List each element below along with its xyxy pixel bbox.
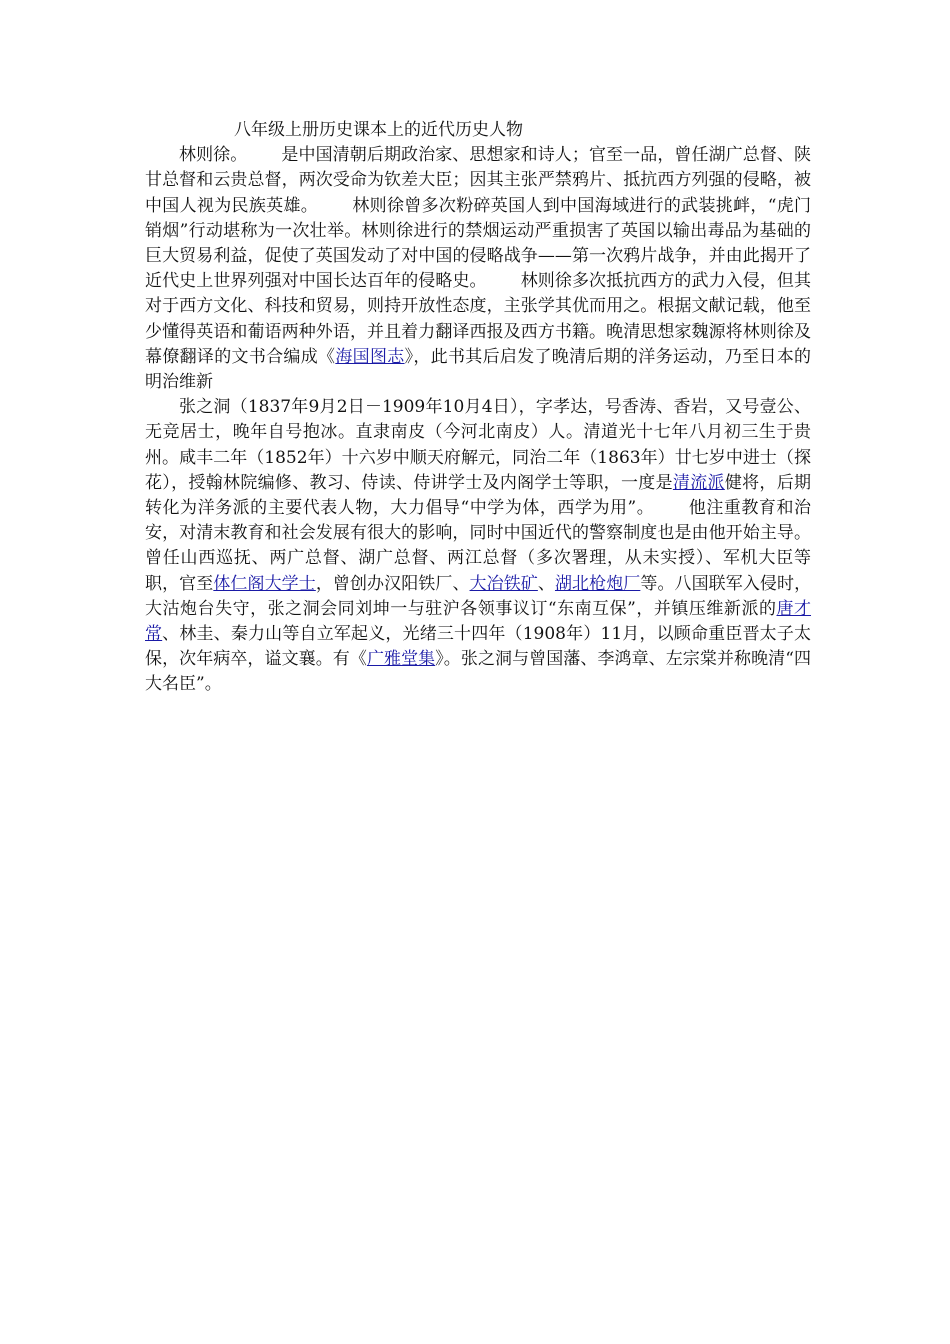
text-segment: 他注重教育和治安，对清末教育和社会发展有很大的影响，同时中国近代的警察制度也是由他开始主导。曾任山西巡抚、两广总督、湖广总督、两江总督（多次署理，从未实授）、军机大臣等职，官至 [145, 498, 811, 594]
text-segment: 》，此书其后启发了晚清后期的洋务运动，乃至日本的明治维新 [145, 346, 812, 393]
text-segment: 、林圭、秦力山等自立军起义，光绪三十四年（1908年）11月，以顾命重臣晋太子太保，次年病卒，谥文襄。有《 [145, 624, 811, 670]
link-haiguo-tuzhi[interactable]: 海国图志 [335, 346, 405, 367]
paragraph-lin-zexu [145, 143, 811, 395]
link-tiren-ge-daxueshi[interactable]: 体仁阁大学士 [213, 573, 316, 594]
text-segment: 等。八国联军入侵时，大沽炮台失守，张之洞会同刘坤一与驻沪各领事议订“东南互保”，并镇压维新派的 [145, 573, 812, 619]
link-hubei-qiangpaochang[interactable]: 湖北枪炮厂 [554, 573, 641, 594]
text-segment: 林则徐曾多次粉碎英国人到中国海域进行的武装挑衅，“虎门销烟”行动堪称为一次壮举。林则徐进行的禁烟运动严重损害了英国以输出毒品为基础的巨大贸易利益，促使了英国发动了对中国的侵略战争——第一次鸦片战争，并由此揭开了近代史上世界列强对中国长达百年的侵略史。 [145, 195, 811, 292]
text-segment: ，曾创办汉阳铁厂、 [315, 573, 470, 594]
paragraph-zhang-zhidong [145, 395, 811, 697]
text-segment: 张之洞（1837年9月2日－1909年10月4日），字孝达，号香涛、香岩，又号壹公、无竞居士，晚年自号抱冰。直隶南皮（今河北南皮）人。清道光十七年八月初三生于贵州。咸丰二年（1852年）十六岁中顺天府解元，同治二年（1863年）廿七岁中进士（探花），授翰林院编修、教习、侍读、侍讲学士及内阁学士等职，一度是 [145, 397, 811, 493]
text-segment: 是中国清朝后期政治家、思想家和诗人；官至一品，曾任湖广总督、陕甘总督和云贵总督，两次受命为钦差大臣；因其主张严禁鸦片、抵抗西方列强的侵略，被中国人视为民族英雄。 [145, 145, 811, 216]
text-segment: 林则徐多次抵抗西方的武力入侵，但其对于西方文化、科技和贸易，则持开放性态度，主张学其优而用之。根据文献记载，他至少懂得英语和葡语两种外语，并且着力翻译西报及西方书籍。晚清思想家魏源将林则徐及幕僚翻译的文书合编成《 [145, 271, 812, 367]
text-segment: 林则徐。 [179, 145, 248, 166]
document-body [145, 118, 811, 698]
text-segment: 健将，后期转化为洋务派的主要代表人物，大力倡导“中学为体，西学为用”。 [145, 472, 812, 519]
text-segment: 》。张之洞与曾国藩、李鸿章、左宗棠并称晚清“四大名臣”。 [145, 649, 812, 695]
document-title: 八年级上册历史课本上的近代历史人物 [234, 120, 523, 140]
text-segment: 、 [537, 573, 555, 594]
link-guangya-tangji[interactable]: 广雅堂集 [366, 649, 436, 670]
link-qingliu-pai[interactable]: 清流派 [672, 472, 725, 493]
link-tang-caichang[interactable]: 唐才常 [145, 598, 812, 645]
link-daye-tiekuang[interactable]: 大冶铁矿 [469, 573, 538, 594]
